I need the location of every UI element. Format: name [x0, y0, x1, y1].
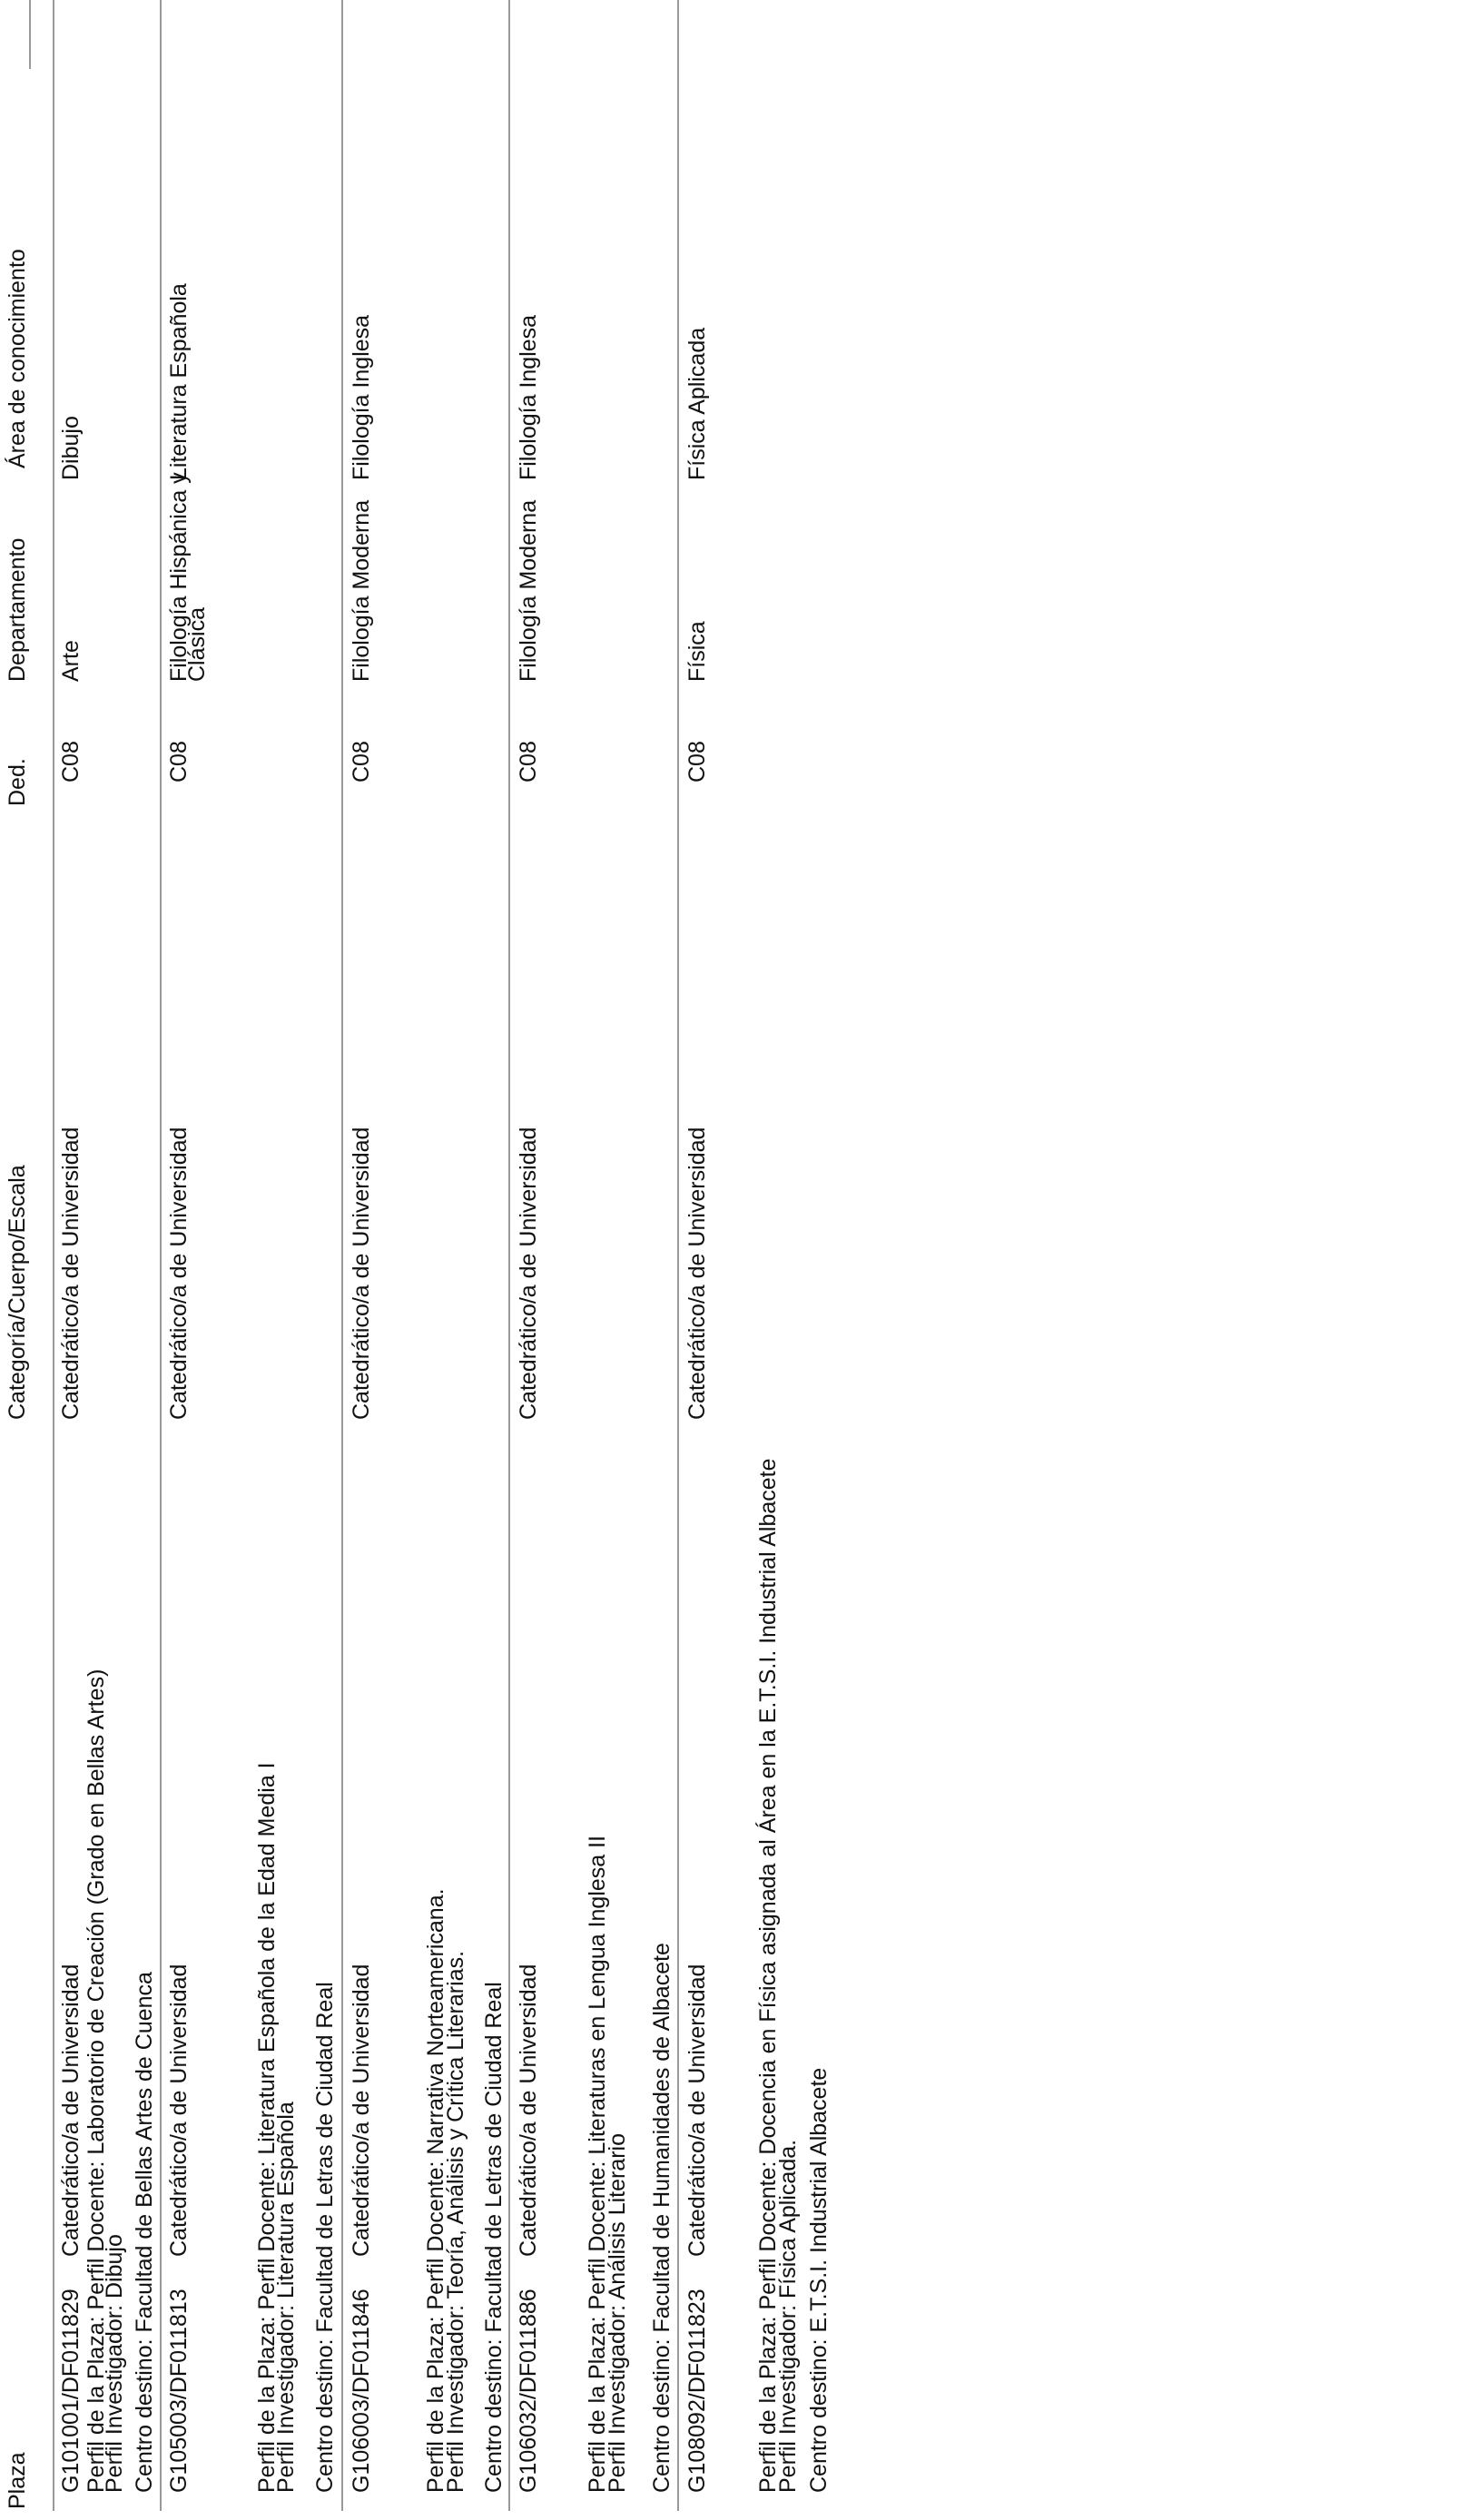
cell-area: Filología Inglesa — [516, 314, 541, 480]
cell-perfil: Perfil de la Plaza: Perfil Docente: Narrativa Norteamericana. — [423, 1888, 448, 2493]
row-separator — [677, 0, 679, 2511]
cell-categoria-short: Catedrático/a de Universidad — [516, 1964, 541, 2257]
cell-categoria-short: Catedrático/a de Universidad — [349, 1964, 374, 2257]
row-separator — [341, 0, 343, 2511]
cell-departamento-cont: Clásica — [184, 607, 210, 682]
cell-departamento: Filología Hispánica y — [166, 472, 192, 682]
cell-categoria: Catedrático/a de Universidad — [516, 1127, 541, 1420]
table-top-rule — [29, 0, 31, 69]
cell-departamento: Arte — [58, 640, 84, 682]
cell-ded: C08 — [684, 741, 710, 783]
cell-perfil-investigador: Perfil Investigador: Teoría, Análisis y Crítica Literarias. — [443, 1950, 468, 2493]
cell-plaza: G101001/DF011829 — [58, 2289, 84, 2493]
cell-perfil: Perfil de la Plaza: Perfil Docente: Docencia en Física asignada al Área en la E.T.S.I. Industrial Albacete — [755, 1458, 781, 2493]
cell-departamento: Filología Moderna — [516, 499, 541, 682]
cell-ded: C08 — [58, 741, 84, 783]
header-plaza: Plaza — [5, 2452, 30, 2509]
header-area: Área de conocimiento — [5, 249, 30, 468]
cell-perfil: Perfil de la Plaza: Perfil Docente: Literatura Española de la Edad Media I — [254, 1762, 280, 2493]
cell-plaza: G106032/DF011886 — [516, 2289, 541, 2493]
cell-area: Literatura Española — [166, 283, 192, 480]
cell-perfil: Perfil de la Plaza: Perfil Docente: Laboratorio de Creación (Grado en Bellas Artes) — [84, 1669, 109, 2493]
cell-categoria: Catedrático/a de Universidad — [349, 1127, 374, 1420]
cell-centro: Centro destino: Facultad de Humanidades de Albacete — [649, 1943, 674, 2493]
row-separator — [508, 0, 510, 2511]
cell-perfil-investigador: Perfil Investigador: Literatura Española — [273, 2102, 299, 2493]
cell-area: Dibujo — [58, 416, 84, 480]
cell-categoria: Catedrático/a de Universidad — [684, 1127, 710, 1420]
cell-perfil-investigador: Perfil Investigador: Dibujo — [102, 2234, 127, 2493]
cell-categoria-short: Catedrático/a de Universidad — [58, 1964, 84, 2257]
cell-departamento: Física — [684, 621, 710, 682]
cell-categoria: Catedrático/a de Universidad — [58, 1127, 84, 1420]
cell-area: Física Aplicada — [684, 327, 710, 480]
cell-ded: C08 — [516, 741, 541, 783]
cell-centro: Centro destino: E.T.S.I. Industrial Albacete — [806, 2067, 832, 2493]
cell-ded: C08 — [349, 741, 374, 783]
cell-ded: C08 — [166, 741, 192, 783]
cell-plaza: G106003/DF011846 — [349, 2289, 374, 2493]
row-separator — [160, 0, 162, 2511]
cell-centro: Centro destino: Facultad de Letras de Ciudad Real — [312, 1982, 338, 2493]
cell-departamento: Filología Moderna — [349, 499, 374, 682]
cell-perfil-investigador: Perfil Investigador: Análisis Literario — [605, 2132, 630, 2493]
header-categoria: Categoría/Cuerpo/Escala — [5, 1165, 30, 1420]
cell-perfil-investigador: Perfil Investigador: Física Aplicada. — [775, 2139, 801, 2493]
cell-plaza: G108092/DF011823 — [684, 2289, 710, 2493]
header-rule — [53, 0, 54, 2511]
cell-centro: Centro destino: Facultad de Letras de Ciudad Real — [481, 1982, 507, 2493]
cell-categoria-short: Catedrático/a de Universidad — [684, 1964, 710, 2257]
cell-categoria-short: Catedrático/a de Universidad — [166, 1964, 192, 2257]
cell-plaza: G105003/DF011813 — [166, 2289, 192, 2493]
cell-area: Filología Inglesa — [349, 314, 374, 480]
header-departamento: Departamento — [5, 537, 30, 682]
cell-categoria: Catedrático/a de Universidad — [166, 1127, 192, 1420]
cell-perfil: Perfil de la Plaza: Perfil Docente: Literaturas en Lengua Inglesa II — [585, 1835, 610, 2493]
cell-centro: Centro destino: Facultad de Bellas Artes de Cuenca — [132, 1972, 157, 2493]
header-ded: Ded. — [5, 758, 30, 806]
